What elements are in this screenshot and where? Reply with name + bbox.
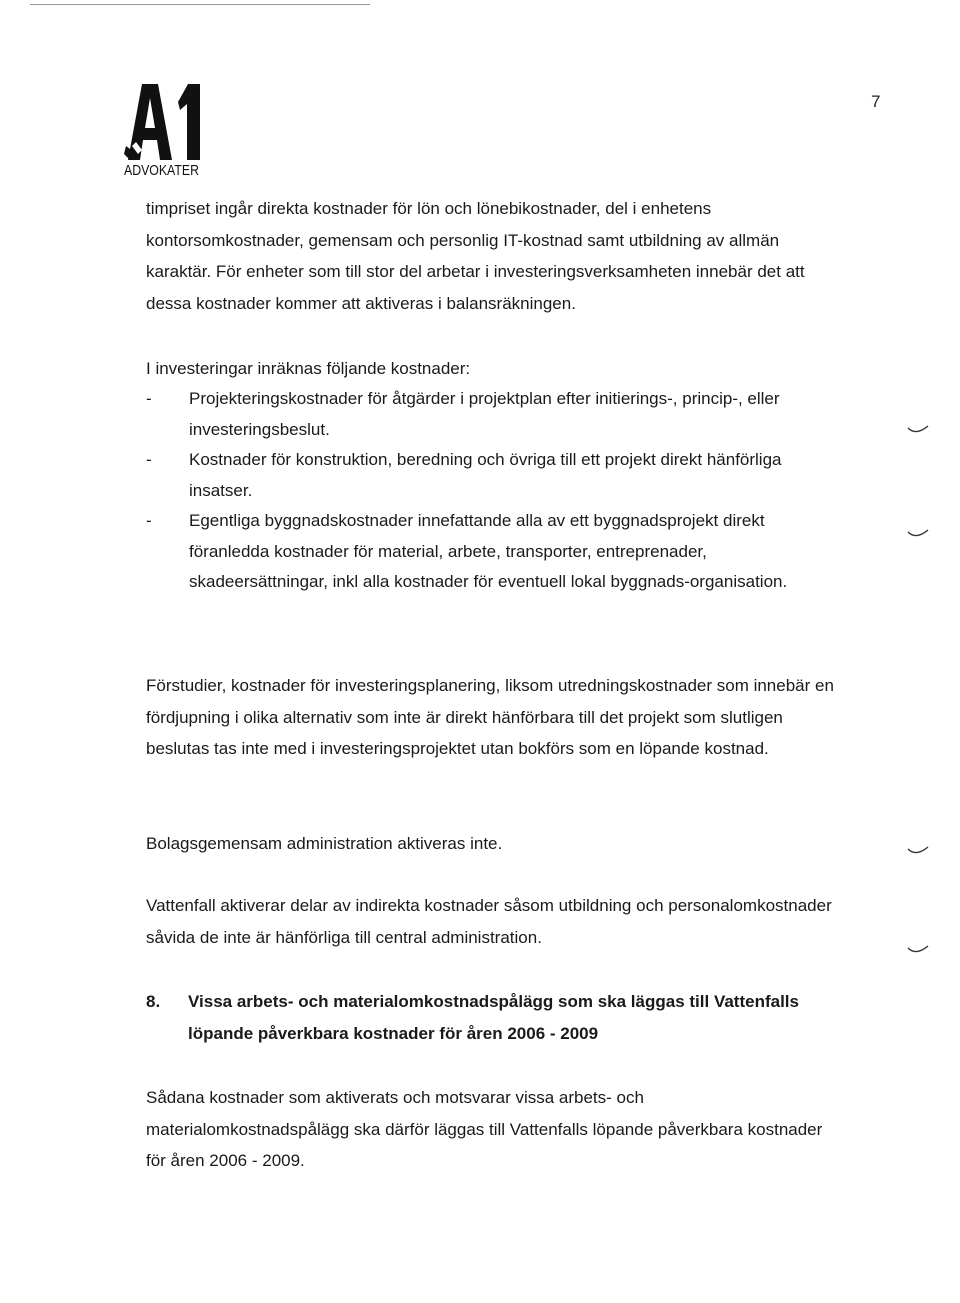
check-mark-icon [906, 424, 930, 436]
logo-wordmark: ADVOKATER [124, 162, 199, 179]
paragraph-investeringar-intro: I investeringar inräknas följande kostnader: [146, 359, 471, 378]
a1-logo-mark [124, 80, 204, 162]
check-mark-icon [906, 944, 930, 956]
list-dash: - [146, 389, 152, 408]
paragraph-bolagsgemensam: Bolagsgemensam administration aktiveras inte. [146, 834, 503, 853]
paragraph-vattenfall-aktiverar: Vattenfall aktiverar delar av indirekta kostnader såsom utbildning och personalomkostnader såvida de inte är hänförliga till central administration. [146, 896, 832, 947]
list-item-text: Egentliga byggnadskostnader innefattande alla av ett byggnadsprojekt direkt föranledda kostnader för material, arbete, transporter, entreprenader, skadeersättningar, inkl alla kostnader för eventuell lokal byggnads-organisation. [189, 511, 788, 591]
section-number: 8. [146, 992, 161, 1011]
list-item-text: Kostnader för konstruktion, beredning och övriga till ett projekt direkt hänförliga insatser. [189, 450, 782, 500]
top-rule [30, 4, 370, 5]
paragraph-timpris: timpriset ingår direkta kostnader för lön och lönebikostnader, del i enhetens kontorsomkostnader, gemensam och personlig IT-kostnad samt utbildning av allmän karaktär. För enheter som till stor del arbetar i investeringsverksamheten innebär det att dessa kostnader kommer att aktiveras i balansräkningen. [146, 199, 805, 313]
paragraph-forstudier: Förstudier, kostnader för investeringsplanering, liksom utredningskostnader som innebär en fördjupning i olika alternativ som inte är direkt hänförbara till det projekt som slutligen beslutas tas inte med i investeringsprojektet utan bokförs som en löpande kostnad. [146, 676, 834, 758]
list-item [146, 445, 846, 506]
check-mark-icon [906, 528, 930, 540]
firm-logo [124, 80, 204, 184]
section-heading-8 [146, 986, 826, 1049]
list-item [146, 384, 846, 445]
paragraph-sadana-kostnader: Sådana kostnader som aktiverats och motsvarar vissa arbets- och materialomkostnadspålägg ska därför läggas till Vattenfalls löpande påverkbara kostnader för åren 2006 - 2009. [146, 1088, 823, 1170]
list-item-text: Projekteringskostnader för åtgärder i projektplan efter initierings-, princip-, eller investeringsbeslut. [189, 389, 780, 439]
list-item [146, 506, 846, 598]
cost-list [146, 384, 846, 598]
check-mark-icon [906, 845, 930, 857]
page-number: 7 [871, 92, 881, 111]
list-dash: - [146, 511, 152, 530]
section-title: Vissa arbets- och materialomkostnadspålägg som ska läggas till Vattenfalls löpande påverkbara kostnader för åren 2006 - 2009 [188, 992, 799, 1043]
list-dash: - [146, 450, 152, 469]
